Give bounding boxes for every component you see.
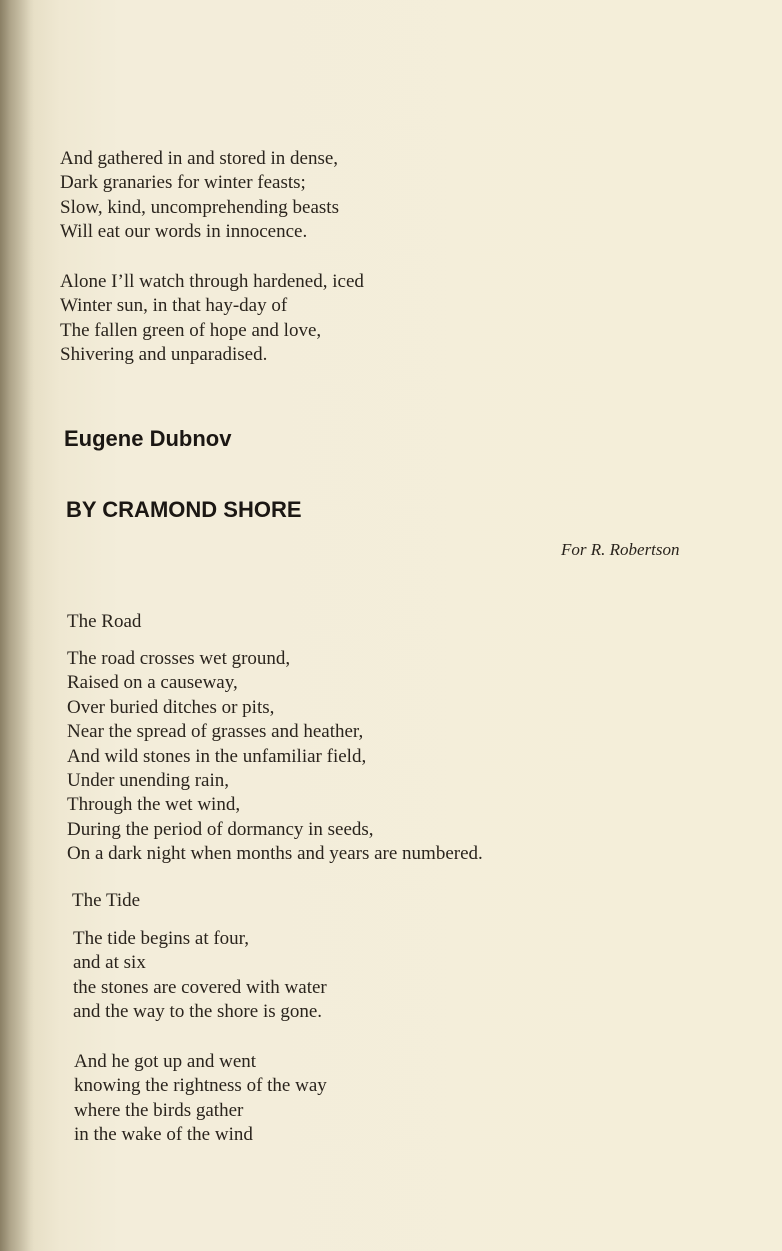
author-name: Eugene Dubnov xyxy=(64,426,232,451)
continuation-stanza-1 xyxy=(60,147,339,245)
tide-stanza-1 xyxy=(73,927,327,1025)
poem-line: The tide begins at four, xyxy=(73,928,249,949)
poem-title: BY CRAMOND SHORE xyxy=(66,497,302,522)
section-title-tide: The Tide xyxy=(72,890,141,911)
continuation-stanza-2 xyxy=(60,270,364,368)
poem-line: where the birds gather xyxy=(74,1099,244,1121)
poem-line: And gathered in and stored in dense, xyxy=(60,148,339,169)
poem-line: Over buried ditches or pits, xyxy=(67,696,275,718)
poem-line: knowing the rightness of the way xyxy=(74,1075,327,1097)
poem-line: And he got up and went xyxy=(74,1051,257,1072)
poem-line: On a dark night when months and years are numbered. xyxy=(67,843,483,865)
poem-line: Slow, kind, uncomprehending beasts xyxy=(60,196,339,218)
poem-line: During the period of dormancy in seeds, xyxy=(67,818,374,840)
poem-line: The fallen green of hope and love, xyxy=(60,319,322,341)
poem-dedication: For R. Robertson xyxy=(561,540,680,559)
tide-stanza-2 xyxy=(74,1050,327,1148)
poem-line: Will eat our words in innocence. xyxy=(60,221,308,243)
poem-line: Shivering and unparadised. xyxy=(60,344,268,366)
poem-line: Winter sun, in that hay-day of xyxy=(60,295,288,317)
poem-line: Alone I’ll watch through hardened, iced xyxy=(60,271,364,292)
poem-line: Through the wet wind, xyxy=(67,794,241,816)
poem-line: The road crosses wet ground, xyxy=(67,648,291,669)
poem-line: Under unending rain, xyxy=(67,770,229,792)
poem-line: the stones are covered with water xyxy=(73,976,327,998)
poem-line: in the wake of the wind xyxy=(74,1124,253,1146)
poem-line: Dark granaries for winter feasts; xyxy=(60,172,306,194)
page-gutter-shadow xyxy=(0,0,34,1251)
poem-line: and at six xyxy=(73,952,146,974)
poem-line: And wild stones in the unfamiliar field, xyxy=(67,745,367,767)
section-title-road: The Road xyxy=(67,611,142,632)
poem-line: Near the spread of grasses and heather, xyxy=(67,721,364,743)
poem-line: and the way to the shore is gone. xyxy=(73,1001,323,1023)
road-stanza xyxy=(67,647,483,867)
poem-line: Raised on a causeway, xyxy=(67,672,238,694)
